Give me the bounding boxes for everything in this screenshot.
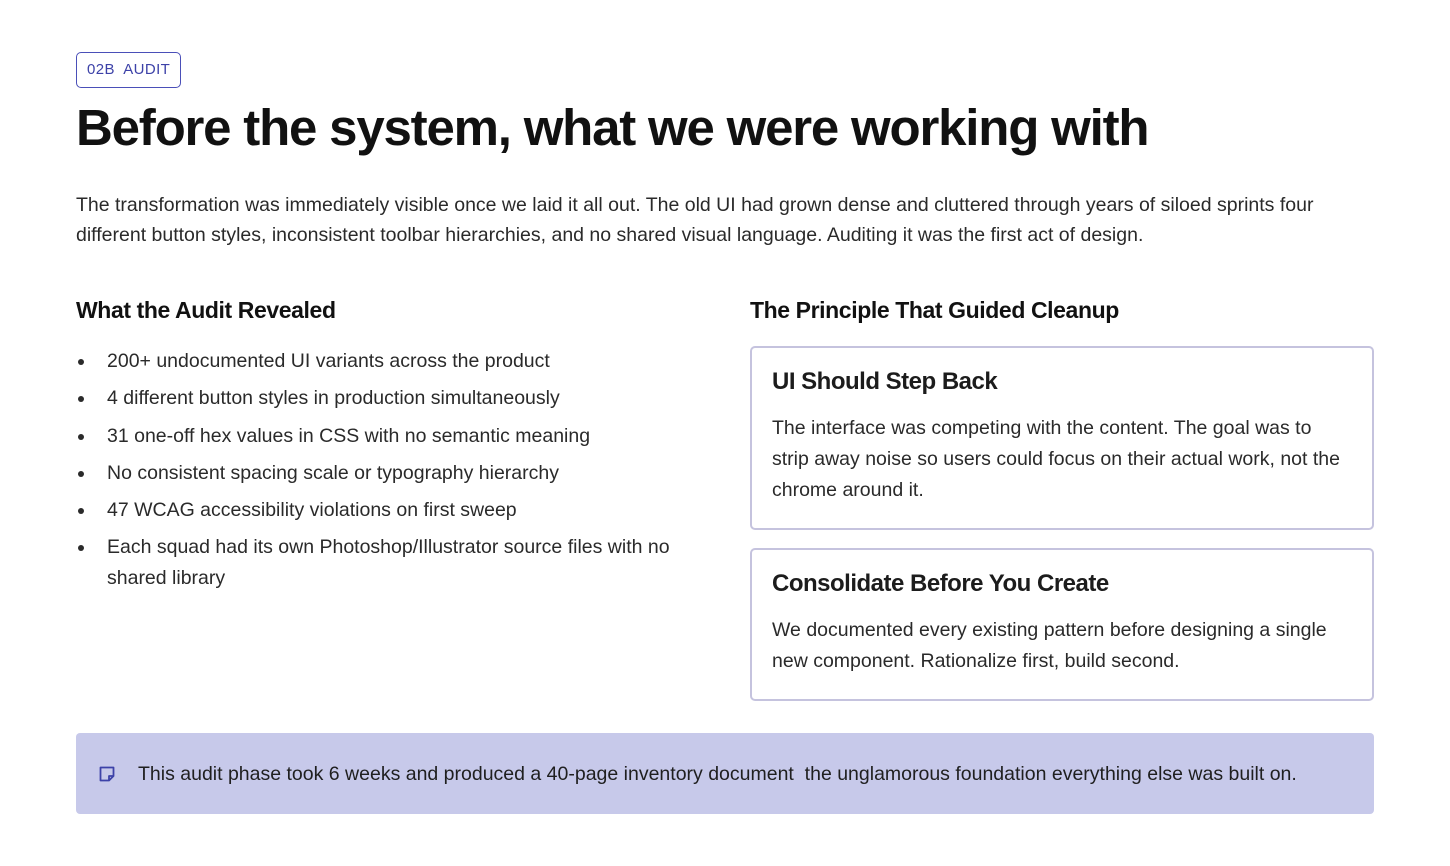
guiding-principles-heading: The Principle That Guided Cleanup — [750, 297, 1119, 323]
list-item — [76, 458, 686, 489]
principle-card — [750, 548, 1374, 701]
callout-text: This audit phase took 6 weeks and produced a 40-page inventory document the unglamorous foundation everything else was built on. — [138, 762, 1297, 785]
callout-note — [76, 733, 1374, 814]
principle-card-title: Consolidate Before You Create — [772, 570, 1109, 597]
content-columns — [76, 294, 1374, 704]
principle-card-body: We documented every existing pattern before designing a single new component. Rationalize first, build second. — [772, 619, 1327, 672]
list-item-text: Each squad had its own Photoshop/Illustrator source files with no shared library — [107, 536, 670, 589]
principle-card-body: The interface was competing with the content. The goal was to strip away noise so users could focus on their actual work, not the chrome around it. — [772, 417, 1340, 501]
page-title: Before the system, what we were working with — [76, 99, 1149, 156]
list-item — [76, 346, 686, 377]
principle-card — [750, 346, 1374, 530]
bullet-icon — [78, 434, 84, 440]
bullet-icon — [78, 471, 84, 477]
intro-paragraph: The transformation was immediately visible once we laid it all out. The old UI had grown dense and cluttered through years of siloed sprints four different button styles, inconsistent toolbar hierarchies, and no shared visual language. Auditing it was the first act of design. — [76, 194, 1314, 246]
bullet-icon — [78, 508, 84, 514]
list-item — [76, 532, 686, 593]
audit-section — [76, 52, 1374, 704]
principle-card-title: UI Should Step Back — [772, 368, 998, 395]
section-badge: 02B AUDIT — [76, 52, 181, 88]
bullet-icon — [78, 545, 84, 551]
list-item — [76, 421, 686, 452]
bullet-icon — [78, 396, 84, 402]
list-item-text: 4 different button styles in production simultaneously — [107, 387, 560, 410]
audit-findings-list — [76, 346, 686, 593]
audit-findings-heading: What the Audit Revealed — [76, 297, 336, 323]
list-item — [76, 495, 686, 526]
list-item — [76, 383, 686, 414]
list-item-text: No consistent spacing scale or typography hierarchy — [107, 461, 559, 484]
list-item-text: 200+ undocumented UI variants across the product — [107, 350, 550, 372]
bullet-icon — [78, 359, 84, 365]
list-item-text: 31 one-off hex values in CSS with no semantic meaning — [107, 424, 591, 447]
audit-findings — [76, 294, 686, 600]
note-icon — [98, 765, 116, 783]
list-item-text: 47 WCAG accessibility violations on first sweep — [107, 499, 517, 522]
guiding-principles — [750, 294, 1374, 701]
